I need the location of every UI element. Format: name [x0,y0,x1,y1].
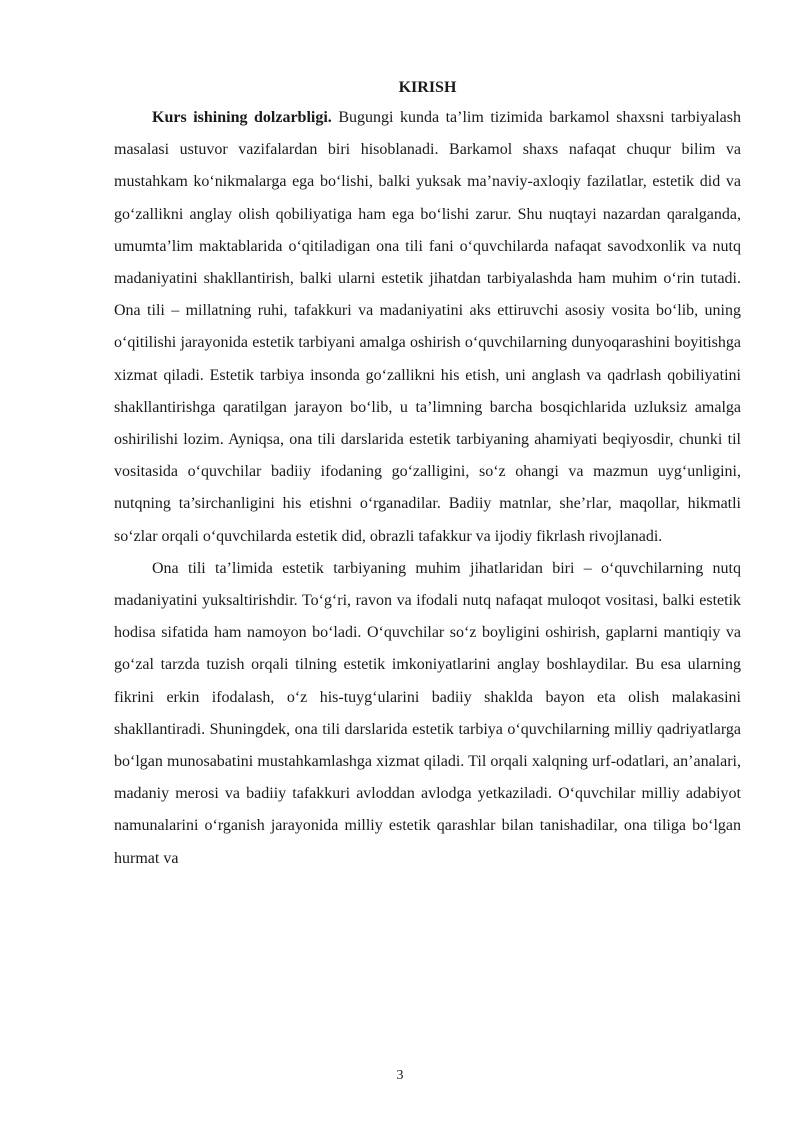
document-page [114,76,741,875]
paragraph-1-text: Bugungi kunda ta’lim tizimida barkamol shaxsni tarbiyalash masalasi ustuvor vazifalardan biri hisoblanadi. Barkamol shaxs nafaqat chuqur bilim va mustahkam ko‘nikmalarga ega bo‘lishi, balki yuksak ma’naviy-axloqiy fazilatlar, estetik did va go‘zallikni anglay olish qobiliyatiga ham ega bo‘lishi zarur. Shu nuqtayi nazardan qaralganda, umumta’lim maktablarida o‘qitiladigan ona tili fani o‘quvchilarda nafaqat savodxonlik va nutq madaniyatini shakllantirish, balki ularni estetik jihatdan tarbiyalashda ham muhim o‘rin tutadi. Ona tili – millatning ruhi, tafakkuri va madaniyatini aks ettiruvchi asosiy vosita bo‘lib, uning o‘qitilishi jarayonida estetik tarbiyani amalga oshirish o‘quvchilarning dunyoqarashini boyitishga xizmat qiladi. Estetik tarbiya insonda go‘zallikni his etish, uni anglash va qadrlash qobiliyatini shakllantirishga qaratilgan jarayon bo‘lib, u ta’limning barcha bosqichlarida uzluksiz amalga oshirilishi lozim. Ayniqsa, ona tili darslarida estetik tarbiyaning ahamiyati beqiyosdir, chunki til vositasida o‘quvchilar badiiy ifodaning go‘zalligini, so‘z ohangi va mazmun uyg‘unligini, nutqning ta’sirchanligini his etishni o‘rganadilar. Badiiy matnlar, she’rlar, maqollar, hikmatli so‘zlar orqali o‘quvchilarda estetik did, obrazli tafakkur va ijodiy fikrlash rivojlanadi. [114,109,741,545]
page-number: 3 [396,1068,404,1083]
paragraph-2-text: Ona tili ta’limida estetik tarbiyaning muhim jihatlaridan biri – o‘quvchilarning nutq madaniyatini yuksaltirishdir. To‘g‘ri, ravon va ifodali nutq nafaqat muloqot vositasi, balki estetik hodisa sifatida ham namoyon bo‘ladi. O‘quvchilar so‘z boyligini oshirish, gaplarni mantiqiy va go‘zal tarzda tuzish orqali tilning estetik imkoniyatlarini anglay boshlaydilar. Bu esa ularning fikrini erkin ifodalash, o‘z his-tuyg‘ularini badiiy shaklda bayon eta olish malakasini shakllantiradi. Shuningdek, ona tili darslarida estetik tarbiya o‘quvchilarning milliy qadriyatlarga bo‘lgan munosabatini mustahkamlashga xizmat qiladi. Til orqali xalqning urf-odatlari, an’analari, madaniy merosi va badiiy tafakkuri avloddan avlodga yetkaziladi. O‘quvchilar milliy adabiyot namunalarini o‘rganish jarayonida milliy estetik qarashlar bilan tanishadilar, ona tiliga bo‘lgan hurmat va [114,559,741,867]
section-title: KIRISH [398,79,457,96]
paragraph-lead-heading: Kurs ishining dolzarbligi. [152,109,332,126]
paragraph-1 [114,102,741,553]
paragraph-2 [114,553,741,875]
